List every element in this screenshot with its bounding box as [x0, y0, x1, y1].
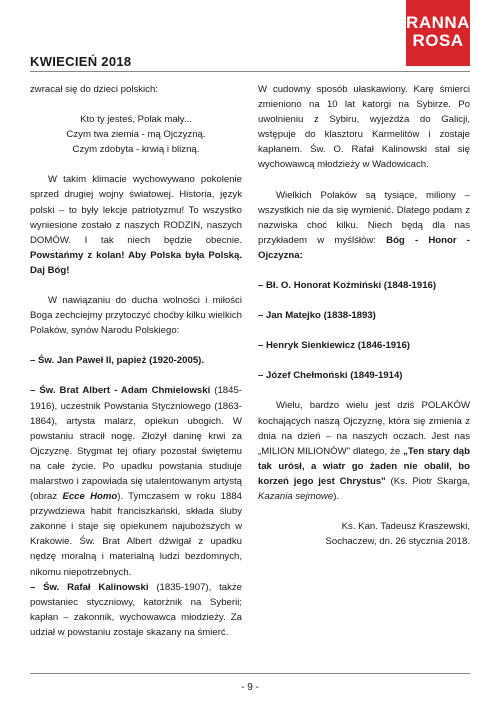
rafal-kalinowski-name: – Św. Rafał Kalinowski	[30, 581, 149, 593]
list-item-jan-pawel: – Św. Jan Paweł II, papież (1920-2005).	[30, 355, 205, 367]
page-number: - 9 -	[241, 682, 259, 693]
million-text-2: (Ks. Piotr Skarga,	[385, 475, 470, 487]
list-item-matejko: – Jan Matejko (1838-1893)	[258, 310, 376, 322]
list-item-rafal-kalinowski	[30, 580, 242, 640]
list-item-chelmonski: – Józef Chełmoński (1849-1914)	[258, 370, 403, 382]
skarga-quote: „Ten stary dąb tak urósł, a wiatr go żaden nie obalił, bo korzeń jego jest Chrystus"	[258, 445, 470, 487]
issue-date-header: KWIECIEŃ 2018	[30, 54, 132, 69]
great-poles-text: Wielkich Polaków są tysiące, miliony – wszystkich nie da się wymienić. Dlatego podam z nazwiska choć kilku. Niech będą dla nas przykładem w myślśłów:	[258, 189, 470, 246]
great-poles-motto: Bóg - Honor - Ojczyzna:	[258, 234, 470, 261]
million-text: Wielu, bardzo wielu jest dziś POLAKÓW kochających naszą Ojczyznę, która się zmienia z dnia na dzień – na naszych oczach. Jest nas „MILION MILIONÓW" dlatego, że	[258, 400, 470, 457]
list-item-brat-albert	[30, 383, 242, 579]
rafal-kalinowski-text: (1835-1907), także powstaniec styczniowy, katorżnik na Syberii; kapłan – zakonnik, wychowawca młodzieży. Za udział w powstaniu zostaje skazany na śmierć.	[30, 581, 242, 638]
paragraph-reference: W nawiązaniu do ducha wolności i miłości Boga zechciejmy przytoczyć choćby kilku wielkich Polaków, synów Narodu Polskiego:	[30, 295, 242, 337]
list-item-sienkiewicz: – Henryk Sienkiewicz (1846-1916)	[258, 340, 410, 352]
paragraph-great-poles	[258, 188, 470, 263]
brat-albert-text-2: ). Tymczasem w roku 1884 przywdziewa habit franciszkański, składa śluby zakonne i staje się opiekunem najuboższych w Krakowie. Św. Brat Albert dźwigał z upadku nędzę moralną i materialną ludzi bezdomnych, nikomu niepotrzebnych.	[30, 491, 242, 578]
logo-line-1: RANNA	[406, 13, 470, 32]
header-divider	[30, 71, 470, 72]
poem-line-1: Kto ty jesteś, Polak mały...	[80, 114, 192, 126]
signature-author: Ks. Kan. Tadeusz Kraszewski,	[341, 521, 470, 533]
paragraph-climate-text: W takim klimacie wychowywano pokolenie sprzed drugiej wojny światowej. Historia, język polski – to były lekcje patriotyzmu! To wszystko wyniesione zostało z naszych RODZIN, naszych DOMÓW. I tak niech będzie obecnie.	[30, 174, 242, 246]
logo-line-2: ROSA	[412, 31, 464, 50]
paragraph-climate-bold: Powstańmy z kolan! Aby Polska była Polską. Daj Bóg!	[30, 249, 242, 276]
poem-line-3: Czym zdobyta - krwią i blizną.	[72, 144, 200, 156]
ranna-rosa-logo	[406, 0, 470, 66]
right-column	[258, 82, 470, 549]
signature-place-date: Sochaczew, dn. 26 stycznia 2018.	[325, 536, 470, 548]
ecce-homo-title: Ecce Homo	[62, 491, 118, 503]
footer-divider	[30, 673, 470, 674]
paragraph-million	[258, 398, 470, 504]
left-column	[30, 82, 242, 640]
paragraph-intro: zwracał się do dzieci polskich:	[30, 84, 158, 95]
paragraph-climate	[30, 172, 242, 278]
paragraph-pardon: W cudowny sposób ułaskawiony. Karę śmierci zmieniono na 10 lat katorgi na Sybirze. Po uwolnieniu z Sybiru, wyjeżdża do Galicji, wstępuje do klasztoru Karmelitów i zostaje kapłanem. Św. O. Rafał Kalinowski stał się wychowawcą młodzieży w Wadowicach.	[258, 84, 470, 171]
brat-albert-text: (1845-1916), uczestnik Powstania Styczniowego (1863-1864), artysta malarz, opiekun ubogich. W powstaniu stracił nogę. Złożył daninę krwi za Ojczyznę. Stygmat tej ofiary pozostał świętemu na całe życie. Po upadku powstania studiuje malarstwo i zapowiada się utalentowanym artystą (obraz	[30, 385, 242, 503]
brat-albert-name: – Św. Brat Albert - Adam Chmielowski	[30, 385, 211, 397]
poem-line-2: Czym twa ziemia - mą Ojczyzną.	[66, 129, 206, 141]
million-text-3: ).	[333, 490, 340, 502]
kazania-title: Kazania sejmowe	[258, 490, 334, 502]
list-item-kozminski: – Bł. O. Honorat Koźmiński (1848-1916)	[258, 280, 437, 292]
